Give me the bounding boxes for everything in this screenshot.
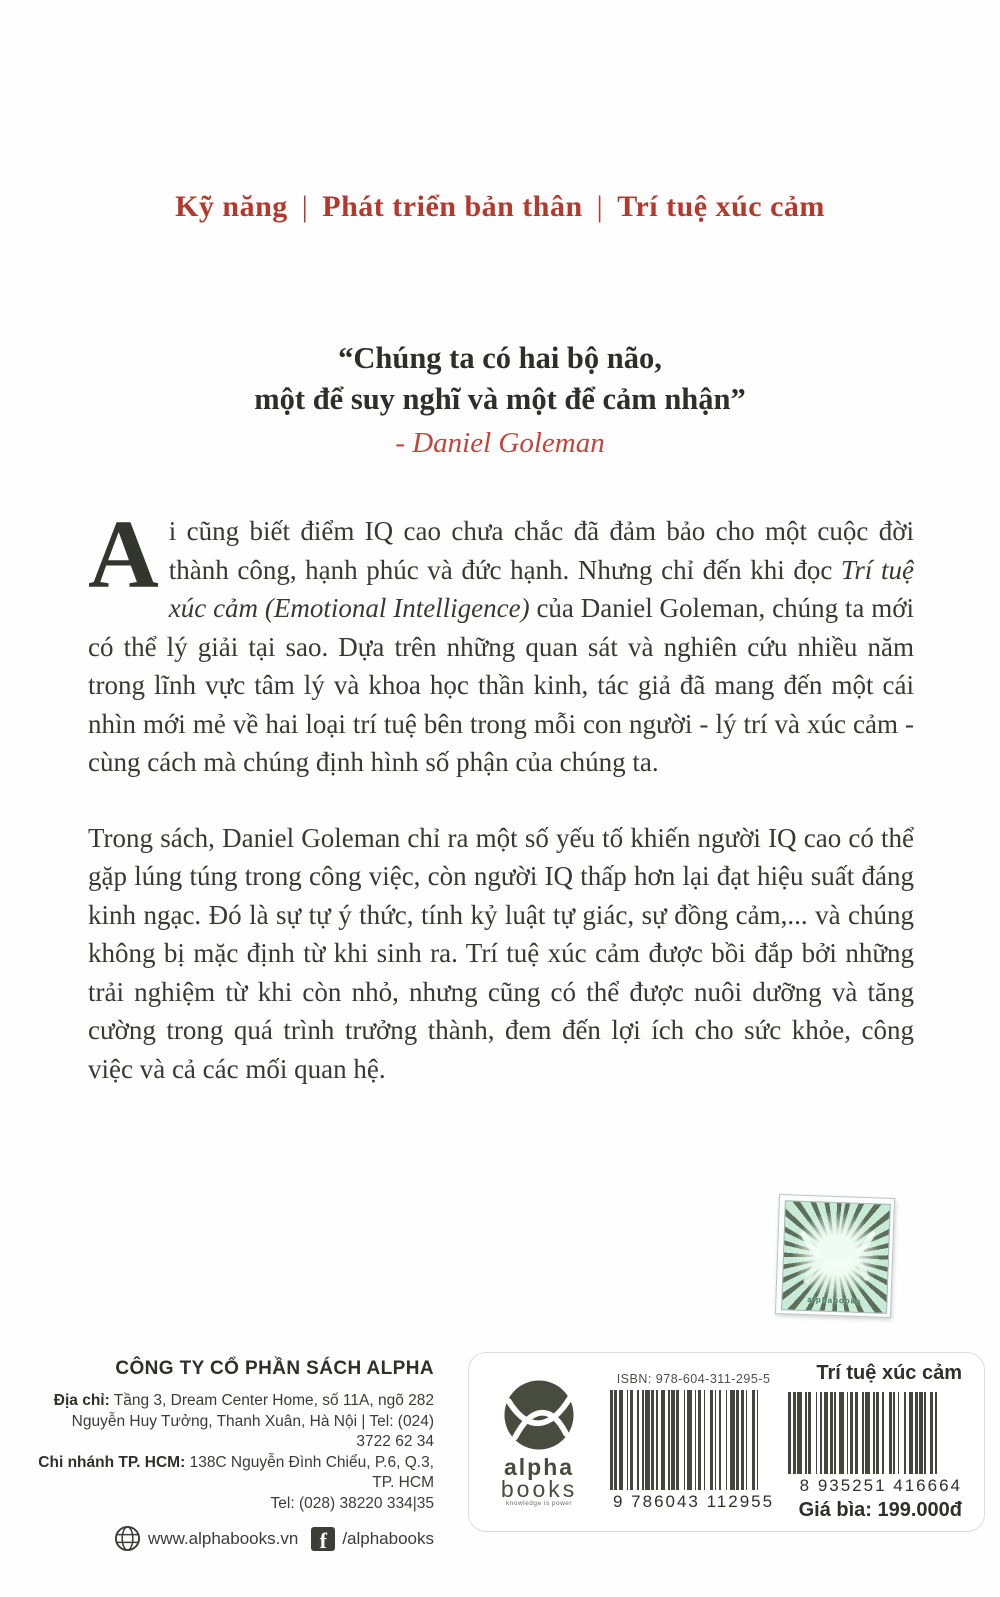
price-label: Giá bìa: 199.000đ: [798, 1499, 962, 1521]
drop-cap: A: [88, 501, 159, 609]
facebook-icon: [311, 1527, 335, 1551]
website-url: www.alphabooks.vn: [148, 1528, 299, 1548]
category-separator: |: [301, 190, 309, 223]
logo-text-alpha: alpha: [504, 1453, 575, 1480]
address-value: Tầng 3, Dream Center Home, số 11A, ngõ 282: [109, 1392, 434, 1409]
logo-text-books: books: [500, 1475, 578, 1502]
facebook-handle: /alphabooks: [342, 1528, 434, 1548]
alpha-books-logo-icon: [502, 1378, 576, 1452]
publisher-info: [38, 1358, 434, 1552]
quote-line-1: “Chúng ta có hai bộ não,: [338, 341, 662, 375]
book-title-italic: Trí tuệ xúc cảm (Emotional Intelligence): [168, 554, 914, 623]
isbn-label: ISBN: 978-604-311-295-5: [616, 1372, 771, 1386]
quote-line-2: một để suy nghĩ và một để cảm nhận”: [254, 382, 746, 416]
hologram-label: alphabooks: [807, 1295, 862, 1306]
hologram-pattern: [781, 1200, 891, 1314]
quote-attribution: - Daniel Goleman: [395, 427, 605, 459]
isbn-price-box: [468, 1352, 985, 1532]
hologram-sticker: [775, 1194, 895, 1318]
paragraph-1-end: của Daniel Goleman, chúng ta mới có thể lý giải tại sao. Dựa trên những quan sát và nghiên cứu nhiều năm trong lĩnh vực tâm lý và khoa học thần kinh, tác giả đã mang đến một cái nhìn mới mẻ về hai loại trí tuệ bên trong mỗi con người - lý trí và xúc cảm - cùng cách mà chúng định hình số phận của chúng ta.: [88, 593, 914, 777]
publisher-links: [38, 1525, 434, 1552]
isbn-barcode: [610, 1390, 778, 1490]
retail-barcode: [788, 1392, 960, 1474]
globe-icon: [114, 1525, 141, 1552]
isbn-barcode-group: [599, 1372, 788, 1512]
category-line: [0, 190, 1000, 224]
publisher-address-line-2: Nguyễn Huy Tưởng, Thanh Xuân, Hà Nội | Tel: (024) 3722 62 34: [71, 1412, 434, 1450]
paragraph-1-start: i cũng biết điểm IQ cao chưa chắc đã đảm bảo cho một cuộc đời thành công, hạnh phúc và đức hạnh. Nhưng chỉ đến khi đọc: [168, 516, 914, 585]
publisher-branch-tel: Tel: (028) 38220 334|35: [270, 1494, 434, 1512]
branch-label: Chi nhánh TP. HCM:: [38, 1453, 186, 1471]
paragraph-2: Trong sách, Daniel Goleman chỉ ra một số yếu tố khiến người IQ cao có thể gặp lúng túng trong công việc, còn người IQ thấp hơn lại đạt hiệu suất đáng kinh ngạc. Đó là sự tự ý thức, tính kỷ luật tự giác, sự đồng cảm,... và chúng không bị mặc định từ khi sinh ra. Trí tuệ xúc cảm được bồi đắp bởi những trải nghiệm từ khi còn nhỏ, nhưng cũng có thể được nuôi dưỡng và tăng cường trong quá trình trưởng thành, đem đến lợi ích cho sức khỏe, công việc và cả các mối quan hệ.: [88, 822, 914, 1084]
isbn-barcode-digits: 9 786043 112955: [612, 1492, 775, 1511]
address-label: Địa chỉ:: [53, 1392, 110, 1409]
category-separator: |: [596, 190, 604, 223]
branch-value: 138C Nguyễn Đình Chiểu, P.6, Q.3, TP. HCM: [185, 1453, 434, 1491]
logo-tagline: knowledge is power: [506, 1499, 573, 1507]
publisher-branch-line: [38, 1453, 434, 1494]
quote-block: [0, 338, 1000, 464]
paragraph-1: [88, 501, 914, 782]
publisher-name: CÔNG TY CỔ PHẦN SÁCH ALPHA: [115, 1358, 434, 1379]
alpha-books-logo: [487, 1378, 591, 1507]
description-text: [88, 501, 914, 1088]
book-title: Trí tuệ xúc cảm: [816, 1362, 962, 1384]
retail-barcode-group: [788, 1362, 970, 1522]
category-skill: Kỹ năng: [175, 190, 288, 223]
category-self-development: Phát triển bản thân: [322, 190, 583, 223]
category-emotional-intelligence: Trí tuệ xúc cảm: [617, 190, 825, 223]
publisher-address-line-1: [38, 1391, 434, 1412]
retail-barcode-digits: 8 935251 416664: [799, 1476, 962, 1495]
